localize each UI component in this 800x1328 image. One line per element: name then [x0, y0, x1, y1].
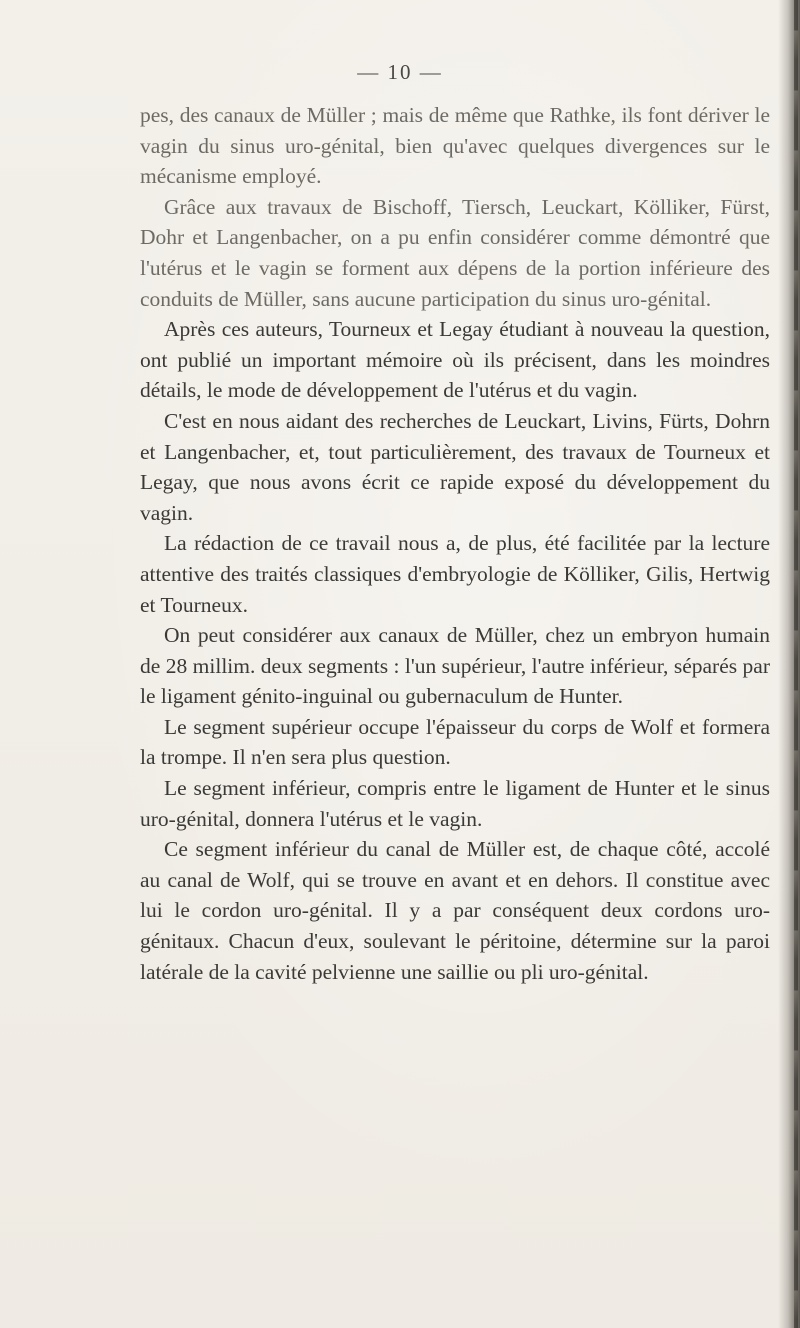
paragraph-tourneux-legay: Après ces auteurs, Tourneux et Legay étudiant à nouveau la question, ont publié un important mémoire où ils précisent, dans les moindres détails, le mode de développement de l'utérus et du vagin.	[140, 317, 770, 403]
paragraph-uro-genital-cord: Ce segment inférieur du canal de Müller est, de chaque côté, accolé au canal de Wolf, qui se trouve en avant et en dehors. Il constitue avec lui le cordon uro-génital. Il y a par conséquent deux cordons uro-génitaux. Chacun d'eux, soulevant le péritoine, détermine sur la paroi latérale de la cavité pelvienne une saillie ou pli uro-génital.	[140, 837, 770, 984]
paragraph-continuation: pes, des canaux de Müller ; mais de même que Rathke, ils font dériver le vagin du sinus uro-génital, bien qu'avec quelques divergences sur le mécanisme employé.	[140, 103, 770, 189]
paragraph-upper-segment: Le segment supérieur occupe l'épaisseur du corps de Wolf et formera la trompe. Il n'en sera plus question.	[140, 714, 770, 770]
paragraph-authors-demonstration: Grâce aux travaux de Bischoff, Tiersch, Leuckart, Kölliker, Fürst, Dohr et Langenbacher, on a pu enfin considérer comme démontré que l'utérus et le vagin se forment aux dépens de la portion inférieure des conduits de Müller, sans aucune participation du sinus uro-génital.	[140, 194, 770, 311]
paragraph-redaction: La rédaction de ce travail nous a, de plus, été facilitée par la lecture attentive des traités classiques d'embryologie de Kölliker, Gilis, Hertwig et Tourneux.	[140, 531, 770, 617]
paragraph-lower-segment: Le segment inférieur, compris entre le ligament de Hunter et le sinus uro-génital, donnera l'utérus et le vagin.	[140, 776, 770, 831]
book-binding-edge	[778, 0, 800, 1328]
paragraph-segments: On peut considérer aux canaux de Müller, chez un embryon humain de 28 millim. deux segments : l'un supérieur, l'autre inférieur, séparés par le ligament génito-inguinal ou gubernaculum de Hunter.	[140, 623, 770, 709]
body-text	[140, 100, 770, 987]
page-number: — 10 —	[357, 60, 443, 84]
paragraph-sources: C'est en nous aidant des recherches de Leuckart, Livins, Fürts, Dohrn et Langenbacher, et, tout particulièrement, des travaux de Tourneux et Legay, que nous avons écrit ce rapide exposé du développement du vagin.	[140, 408, 770, 525]
